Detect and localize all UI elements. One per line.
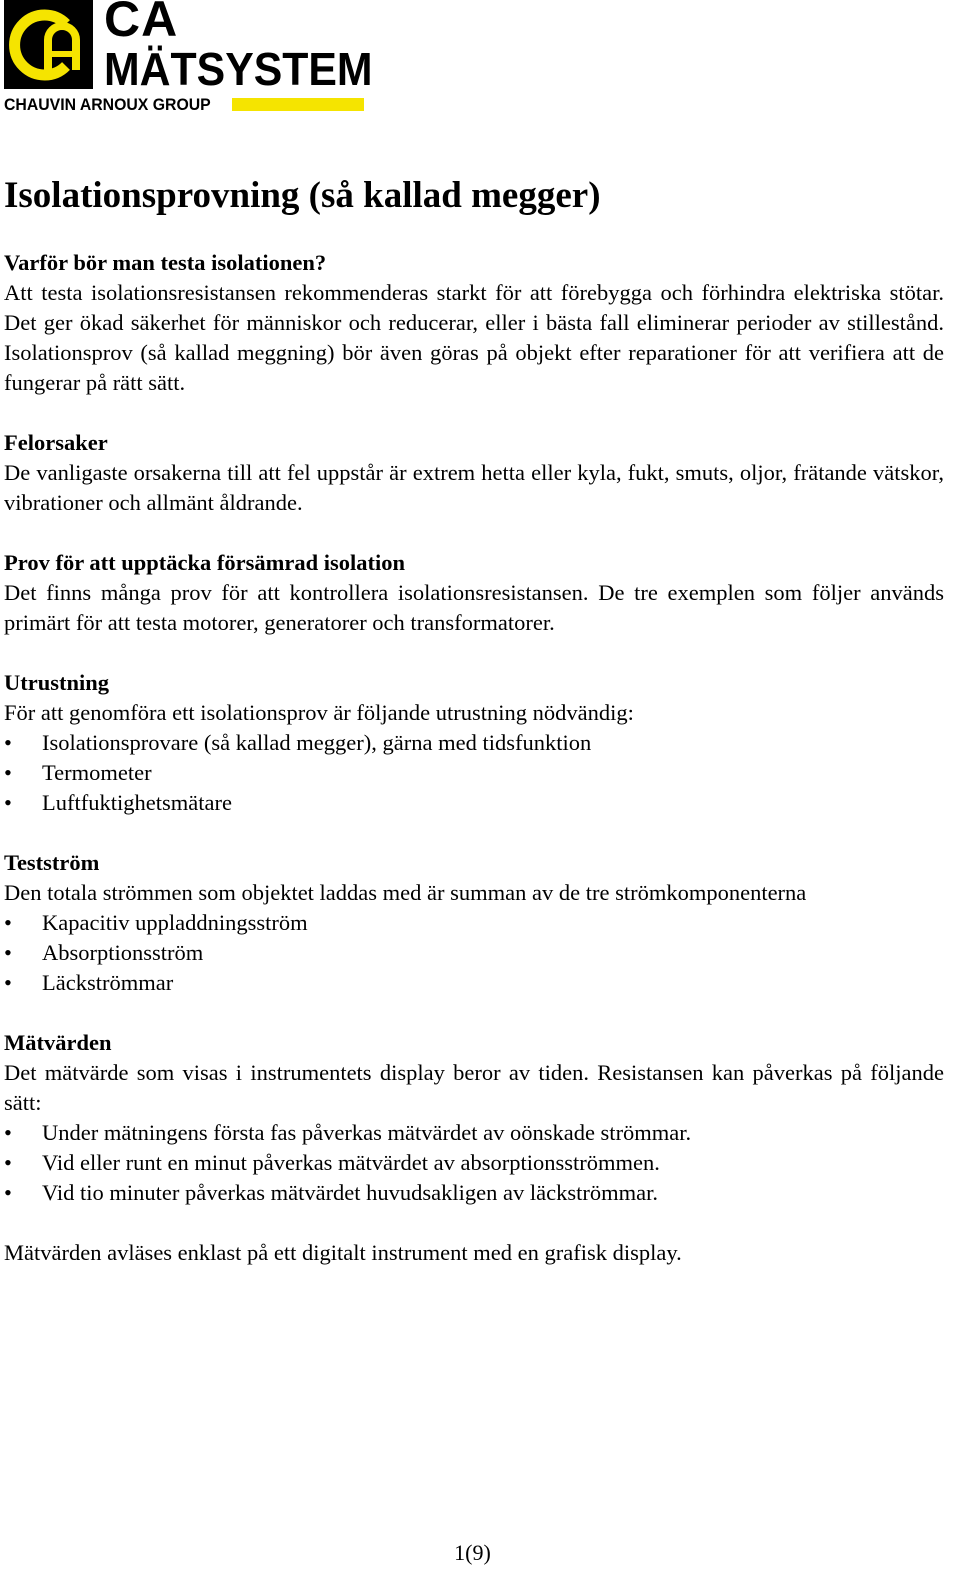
section-current-text: Den totala strömmen som objektet laddas med är summan av de tre strömkomponenterna: [4, 880, 807, 905]
section-causes-text: De vanligaste orsakerna till att fel uppstår är extrem hetta eller kyla, fukt, smuts, oljor, frätande vätskor, vibrationer och allmänt åldrande.: [4, 460, 944, 515]
section-why-heading: Varför bör man testa isolationen?: [4, 250, 327, 275]
section-equipment: [4, 668, 944, 818]
section-closing-text: Mätvärden avläses enklast på ett digitalt instrument med en grafisk display.: [4, 1240, 682, 1265]
list-item: • Termometer: [4, 758, 944, 788]
section-current: [4, 848, 944, 998]
list-item: • Kapacitiv uppladdningsström: [4, 908, 944, 938]
logo-yellow-bar: [232, 98, 364, 111]
list-item: • Luftfuktighetsmätare: [4, 788, 944, 818]
page-number: 1(9): [454, 1540, 491, 1565]
section-values: [4, 1028, 944, 1208]
document-body: [4, 171, 944, 1268]
current-list: [4, 908, 944, 998]
section-why-text: Att testa isolationsresistansen rekommenderas starkt för att förebygga och förhindra elektriska stötar. Det ger ökad säkerhet för människor och reducerar, eller i bästa fall eliminerar perioder av stillestånd. Isolationsprov (så kallad meggning) bör även göras på objekt efter reparationer för att verifiera att de fungerar på rätt sätt.: [4, 280, 944, 395]
section-values-heading: Mätvärden: [4, 1030, 112, 1055]
section-tests: [4, 548, 944, 638]
section-values-text: Det mätvärde som visas i instrumentets display beror av tiden. Resistansen kan påverkas på följande sätt:: [4, 1060, 944, 1115]
ca-logo-icon: [4, 0, 93, 89]
list-item: • Vid eller runt en minut påverkas mätvärdet av absorptionsströmmen.: [4, 1148, 944, 1178]
list-item: • Läckströmmar: [4, 968, 944, 998]
section-tests-heading: Prov för att upptäcka försämrad isolation: [4, 550, 406, 575]
logo-text-matsystem: MÄTSYSTEM: [104, 43, 373, 95]
section-equipment-text: För att genomföra ett isolationsprov är följande utrustning nödvändig:: [4, 700, 634, 725]
list-item: • Vid tio minuter påverkas mätvärdet huvudsakligen av läckströmmar.: [4, 1178, 944, 1208]
logo-group-name: CHAUVIN ARNOUX GROUP: [4, 95, 211, 114]
section-causes-heading: Felorsaker: [4, 430, 108, 455]
list-item: • Absorptionsström: [4, 938, 944, 968]
logo-text-ca: CA: [104, 0, 179, 47]
list-item: • Under mätningens första fas påverkas mätvärdet av oönskade strömmar.: [4, 1118, 944, 1148]
section-current-heading: Testström: [4, 850, 100, 875]
list-item: • Isolationsprovare (så kallad megger), gärna med tidsfunktion: [4, 728, 944, 758]
company-logo: [4, 0, 373, 116]
section-causes: [4, 428, 944, 518]
equipment-list: [4, 728, 944, 818]
section-closing: [4, 1238, 944, 1268]
page-title: Isolationsprovning (så kallad megger): [4, 175, 601, 216]
section-why: [4, 248, 944, 398]
section-tests-text: Det finns många prov för att kontrollera isolationsresistansen. De tre exemplen som följer används primärt för att testa motorer, generatorer och transformatorer.: [4, 580, 944, 635]
section-equipment-heading: Utrustning: [4, 670, 110, 695]
values-list: [4, 1118, 944, 1208]
